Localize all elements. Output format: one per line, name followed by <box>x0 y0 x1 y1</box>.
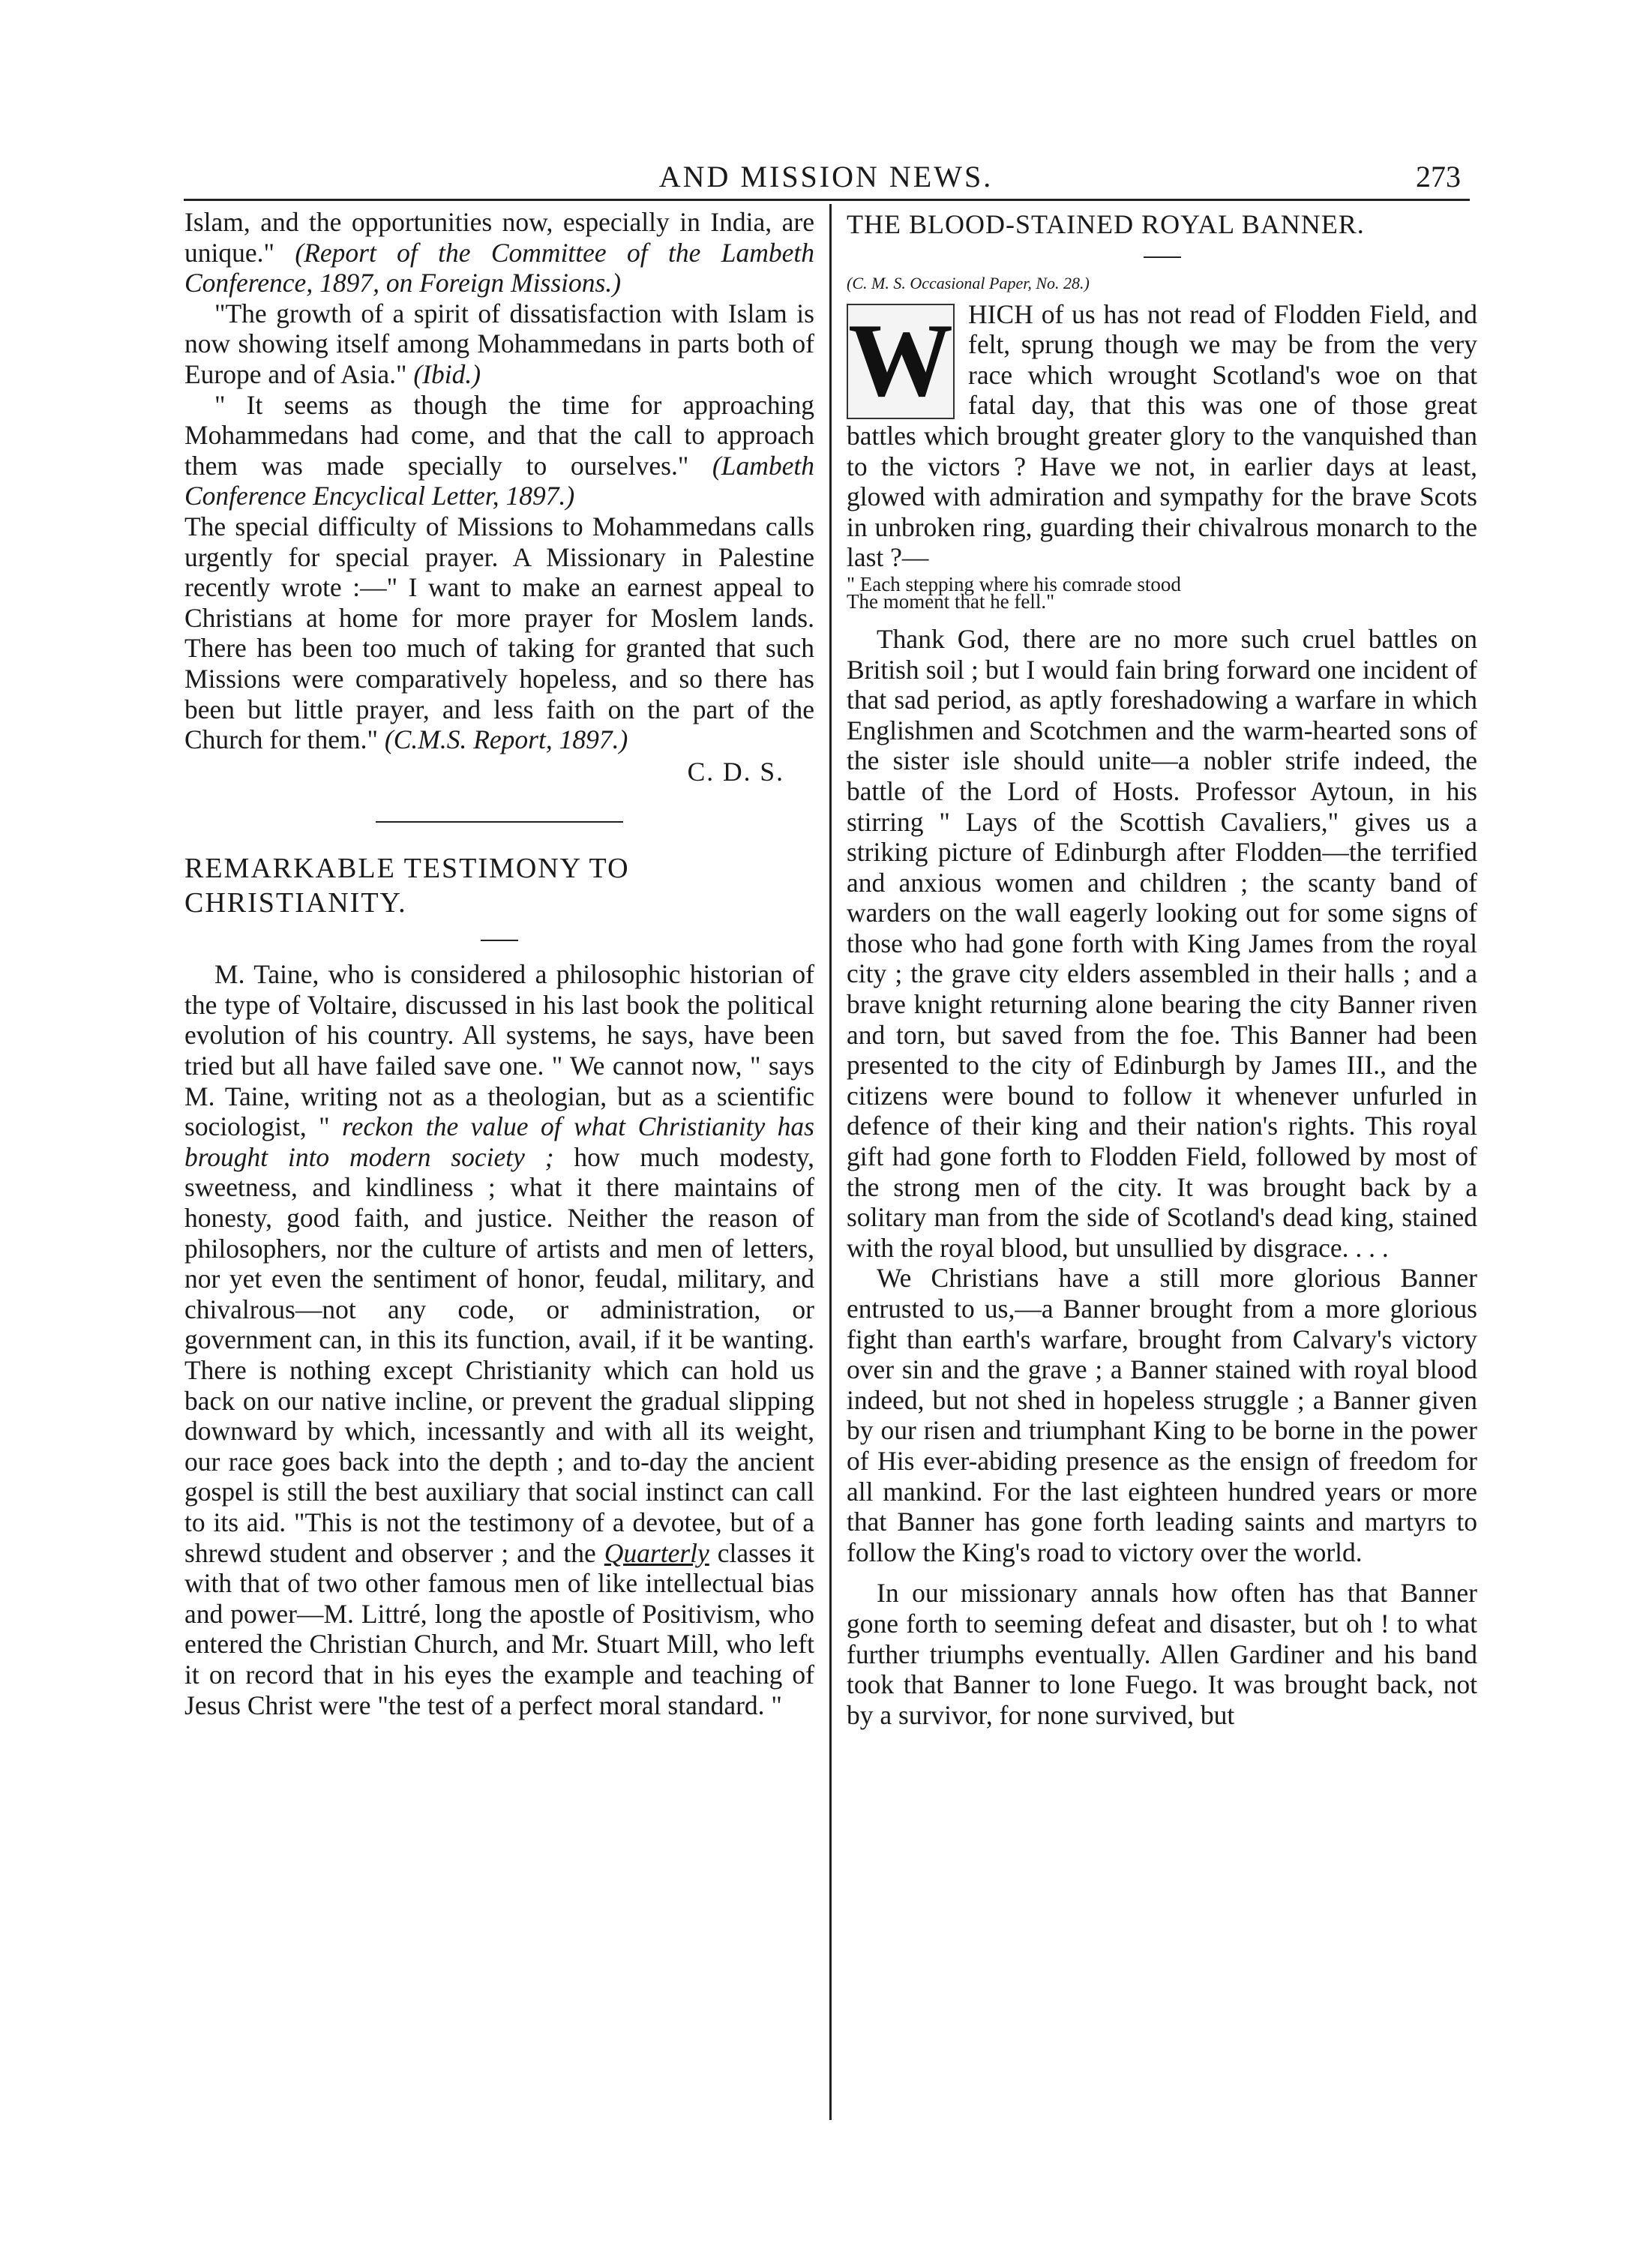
publication-name: Quarterly <box>604 1537 709 1568</box>
paragraph <box>847 299 1477 573</box>
article-heading-line-2: CHRISTIANITY. <box>184 887 407 919</box>
paragraph: In our missionary annals how often has that Banner gone forth to seeming defeat and disaster, but oh ! to what further triumphs eventually. Allen Gardiner and his band took that Banner to lone Fuego. It was brought back, not by a survivor, for none survived, but <box>847 1578 1477 1730</box>
heading-divider <box>1144 256 1181 258</box>
paragraph: Thank God, there are no more such cruel battles on British soil ; but I would fain bring forward one incident of that sad period, as aptly foreshadowing a warfare in which Englishmen and Scotchmen and the warm-hearted sons of the sister isle should unite—a nobler strife indeed, the battle of the Lord of Hosts. Professor Aytoun, in his stirring " Lays of the Scottish Cavaliers," gives us a striking picture of Edinburgh after Flodden—the terrified and anxious women and children ; the scanty band of warders on the wall eagerly looking out for some signs of those who had gone forth with King James from the royal city ; the grave city elders assembled in their halls ; and a brave knight returning alone bearing the city Banner riven and torn, but saved from the foe. This Banner had been presented to the city of Edinburgh by James III., and the citizens were bound to follow it whenever unfurled in defence of their king and their nation's rights. This royal gift had gone forth to Flodden Field, followed by most of the strong men of the city. It was brought back by a solitary man from the side of Scotland's dead king, stained with the royal blood, but unsullied by disgrace. . . . <box>847 623 1477 1263</box>
header-rule <box>184 199 1470 201</box>
paragraph-text: M. Taine, who is considered a philosophic historian of the type of Voltaire, discussed in his last book the political evolution of his country. All systems, he says, have been tried but all have failed save one. " We cannot now, " says M. Taine, writing not as a theologian, but as a scientific sociologist, " <box>184 959 814 1142</box>
column-divider <box>829 204 832 2120</box>
signature: C. D. S. <box>687 756 784 787</box>
running-header: AND MISSION NEWS. <box>658 160 994 193</box>
paragraph-text: The special difficulty of Missions to Mohammedans calls urgently for special prayer. A Missionary in Palestine recently wrote :—" I want to make an earnest appeal to Christians at home for more prayer for Moslem lands. There has been too much of taking for granted that such Missions were comparatively hopeless, and so there has been but little prayer, and less faith on the part of the Church for them." <box>184 511 814 755</box>
paragraph <box>184 207 814 298</box>
source-note: (C. M. S. Occasional Paper, No. 28.) <box>847 274 1090 292</box>
emphasis: reckon the value of what Christianity has brought into modern society ; <box>184 1111 814 1172</box>
paragraph-text: HICH of us has not read of Flodden Field, and felt, sprung though we may be from the very race which wrought Scotland's woe on that fatal day, that this was one of those great battles which brought greater glory to the vanquished than to the victors ? Have we not, in earlier days at least, glowed with admiration and sympathy for the brave Scots in unbroken ring, guarding their chivalrous monarch to the last ?— <box>847 298 1477 573</box>
verse-quote-line: " Each stepping where his comrade stood <box>847 572 1181 595</box>
citation: (Ibid.) <box>413 358 481 389</box>
page-number: 273 <box>1416 160 1461 193</box>
paragraph <box>184 959 814 1720</box>
paragraph: We Christians have a still more glorious Banner entrusted to us,—a Banner brought from a more glorious fight than earth's warfare, brought from Calvary's victory over sin and the grave ; a Banner stained with royal blood indeed, but not shed in hopeless struggle ; a Banner given by our risen and triumphant King to be borne in the power of His ever-abiding presence as the ensign of freedom for all mankind. For the last eighteen hundred years or more that Banner has gone forth leading saints and martyrs to follow the King's road to victory over the world. <box>847 1263 1477 1567</box>
heading-divider <box>481 940 518 941</box>
article-heading-line-1: REMARKABLE TESTIMONY TO <box>184 853 630 885</box>
paragraph <box>184 511 814 755</box>
right-column <box>847 207 1477 1730</box>
citation: (Report of the Committee of the Lambeth Conference, 1897, on Foreign Missions.) <box>184 237 814 298</box>
initial-letter: W <box>848 301 953 418</box>
citation: (Lambeth Conference Encyclical Letter, 1897.) <box>184 450 814 511</box>
verse-quote-line: The moment that he fell." <box>847 589 1055 613</box>
left-column <box>184 207 814 1720</box>
article-heading: THE BLOOD-STAINED ROYAL BANNER. <box>847 209 1365 239</box>
paragraph <box>184 390 814 511</box>
section-divider <box>376 821 623 823</box>
paragraph-text: how much modesty, sweetness, and kindliness ; what it there maintains of honesty, good faith, and justice. Neither the reason of philosophers, nor the culture of artists and men of letters, nor yet even the sentiment of honor, feudal, military, and chivalrous—not any code, or administration, or government can, in this its function, avail, if it be wanting. There is nothing except Christianity which can hold us back on our native incline, or prevent the gradual slipping downward by which, incessantly and with all its weight, our race goes back into the depth ; and to-day the ancient gospel is still the best auxiliary that social instinct can call to its aid. "This is not the testimony of a devotee, but of a shrewd student and observer ; and the <box>184 1141 814 1568</box>
paragraph-text: "The growth of a spirit of dissatisfaction with Islam is now showing itself among Mohammedans in parts both of Europe and of Asia." <box>184 298 814 389</box>
paragraph-text: classes it with that of two other famous men of like intellectual bias and power—M. Littré, long the apostle of Positivism, who entered the Christian Church, and Mr. Stuart Mill, who left it on record that in his eyes the example and teaching of Jesus Christ were "the test of a perfect moral standard. " <box>184 1537 815 1720</box>
decorative-initial <box>847 301 955 419</box>
paragraph <box>184 298 814 390</box>
paragraph-text: " It seems as though the time for approaching Mohammedans had come, and that the call to approach them was made specially to ourselves." <box>184 389 814 481</box>
citation: (C.M.S. Report, 1897.) <box>384 724 628 755</box>
paragraph-text: Islam, and the opportunities now, especially in India, are unique." <box>184 207 814 268</box>
